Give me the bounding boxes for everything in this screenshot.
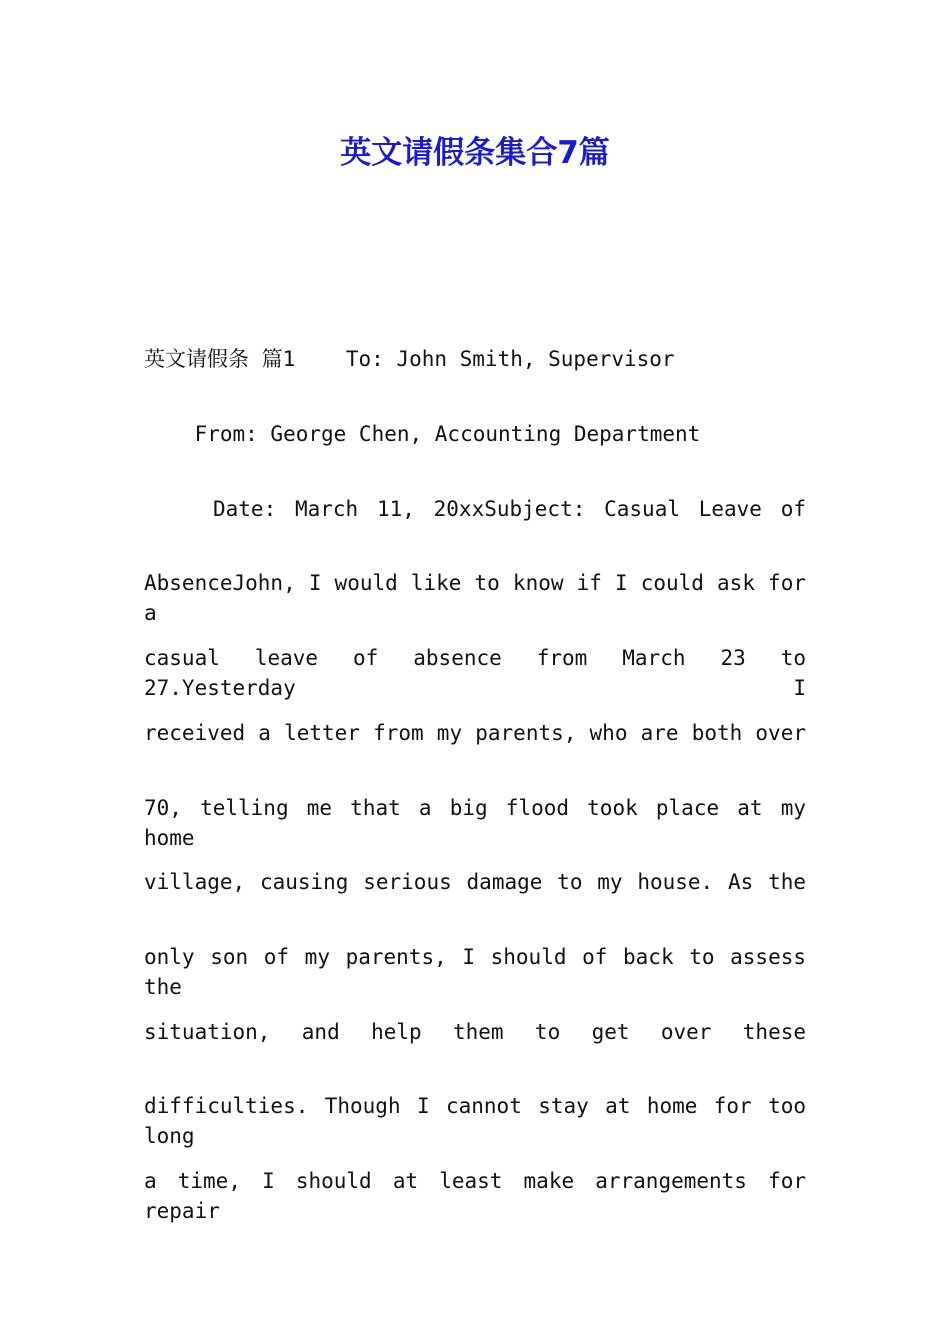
text-line-9: only son of my parents, I should of back to assess the bbox=[144, 945, 806, 999]
text-line-3: Date: March 11, 20xxSubject: Casual Leave of bbox=[213, 497, 806, 521]
text-line-5: casual leave of absence from March 23 to 27.Yesterday I bbox=[144, 646, 806, 700]
text-line-10: situation, and help them to get over these bbox=[144, 1020, 806, 1044]
text-line-2: From: George Chen, Accounting Department bbox=[144, 422, 701, 446]
text-line-1: 英文请假条 篇1 To: John Smith, Supervisor bbox=[144, 347, 675, 371]
text-line-12: a time, I should at least make arrangements for repair bbox=[144, 1169, 806, 1223]
text-line-7: 70, telling me that a big flood took place at my home bbox=[144, 796, 806, 850]
text-line-8: village, causing serious damage to my house. As the bbox=[144, 870, 806, 894]
text-line-11: difficulties. Though I cannot stay at home for too long bbox=[144, 1094, 806, 1148]
text-line-4: AbsenceJohn, I would like to know if I could ask for a bbox=[144, 571, 806, 625]
text-line-6: received a letter from my parents, who are both over bbox=[144, 721, 806, 745]
document-title: 英文请假条集合7篇 bbox=[340, 135, 610, 171]
